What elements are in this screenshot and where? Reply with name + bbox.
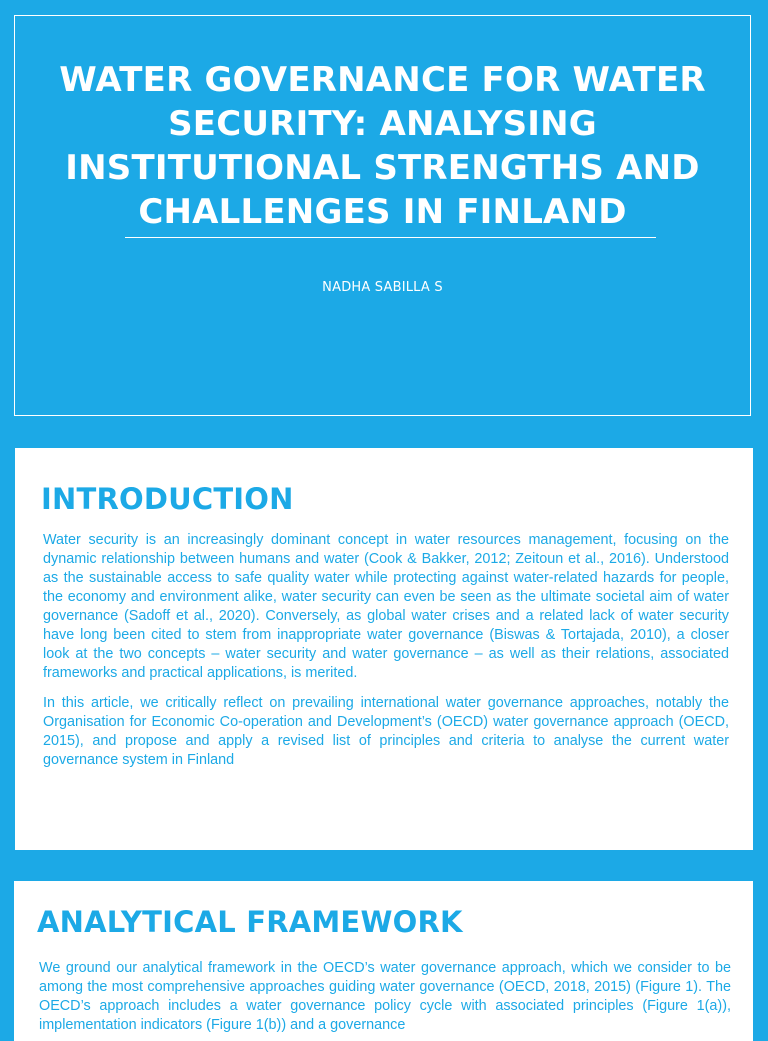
introduction-paragraph: In this article, we critically reflect on prevailing international water governance approaches, notably the Organisation for Economic Co-operation and Development’s (OECD) water governance approach (OECD, 2015), and propose and apply a revised list of principles and criteria to analyse the current water governance system in Finland [43, 695, 729, 768]
title-underline [125, 237, 656, 238]
analytical-framework-paragraph: We ground our analytical framework in the OECD’s water governance approach, which we consider to be among the most comprehensive approaches guiding water governance (OECD, 2018, 2015) (Figure 1). The OECD’s approach includes a water governance policy cycle with associated principles (Figure 1(a)), implementation indicators (Figure 1(b)) and a governance [39, 960, 731, 1033]
analytical-framework-slide [14, 881, 753, 1041]
introduction-paragraph: Water security is an increasingly dominant concept in water resources management, focusing on the dynamic relationship between humans and water (Cook & Bakker, 2012; Zeitoun et al., 2016). Understood as the sustainable access to safe quality water while protecting against water-related hazards for people, the economy and environment alike, water security can even be seen as the ultimate societal aim of water governance (Sadoff et al., 2020). Conversely, as global water crises and a related lack of water security have long been cited to stem from inappropriate water governance (Biswas & Tortajada, 2010), a closer look at the two concepts – water security and water governance – as well as their relations, associated frameworks and practical applications, is merited. [43, 532, 729, 681]
title-slide [14, 15, 751, 416]
introduction-slide [15, 448, 753, 850]
introduction-heading: INTRODUCTION [41, 482, 294, 516]
introduction-body [43, 531, 729, 770]
analytical-framework-heading: ANALYTICAL FRAMEWORK [37, 905, 463, 939]
presentation-title: WATER GOVERNANCE FOR WATER SECURITY: ANALYSING INSTITUTIONAL STRENGTHS AND CHALLENGES IN FINLAND [59, 60, 706, 232]
author-name: NADHA SABILLA S [322, 280, 443, 295]
